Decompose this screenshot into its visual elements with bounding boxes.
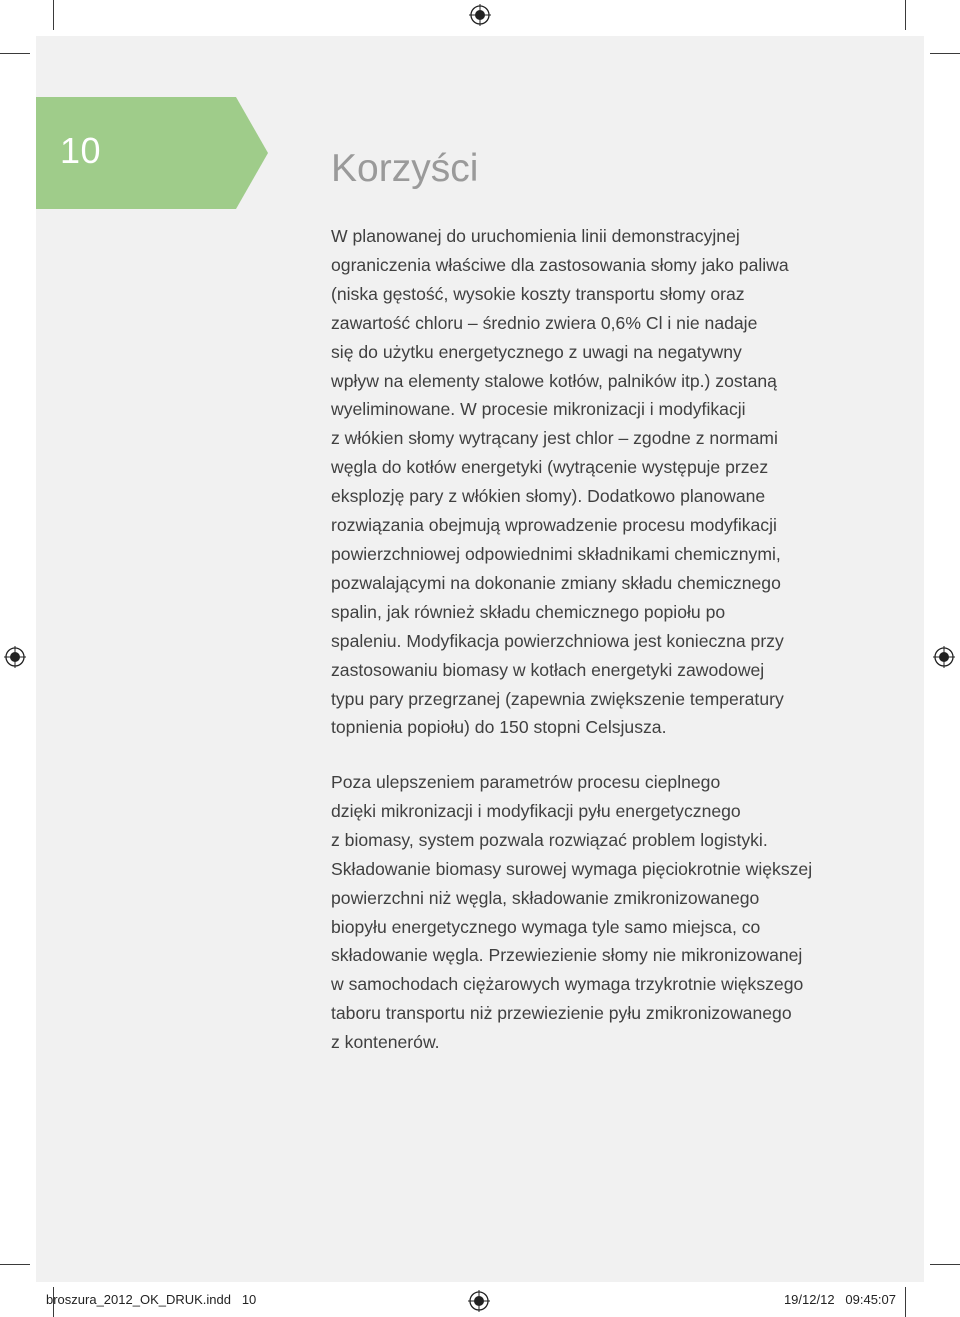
text-line: Składowanie biomasy surowej wymaga pięciokrotnie większej bbox=[331, 858, 813, 879]
text-line: biopyłu energetycznego wymaga tyle samo miejsca, co bbox=[331, 916, 761, 937]
text-line: powierzchniowej odpowiednimi składnikami chemicznymi, bbox=[331, 543, 781, 564]
crop-mark-top-left bbox=[53, 0, 54, 30]
section-title: Korzyści bbox=[331, 147, 479, 190]
crop-mark-left-top bbox=[0, 53, 30, 54]
registration-mark-icon bbox=[468, 1290, 490, 1312]
text-line: W planowanej do uruchomienia linii demonstracyjnej bbox=[331, 226, 740, 246]
crop-mark-bottom-right bbox=[905, 1287, 906, 1317]
text-line: z biomasy, system pozwala rozwiązać problem logistyki. bbox=[331, 829, 768, 850]
text-line: z włókien słomy wytrącany jest chlor – zgodne z normami bbox=[331, 428, 778, 449]
crop-mark-right-bottom bbox=[930, 1264, 960, 1265]
paragraph-2 bbox=[331, 768, 821, 1057]
text-line: (niska gęstość, wysokie koszty transportu słomy oraz bbox=[331, 283, 745, 304]
text-line: pozwalającymi na dokonanie zmiany składu chemicznego bbox=[331, 572, 781, 593]
crop-mark-right-top bbox=[930, 53, 960, 54]
text-line: węgla do kotłów energetyki (wytrącenie występuje przez bbox=[331, 457, 769, 478]
slug-filename: broszura_2012_OK_DRUK.indd 10 bbox=[46, 1292, 257, 1307]
paragraph-1 bbox=[331, 222, 821, 742]
slug-datetime: 19/12/12 09:45:07 bbox=[783, 1292, 896, 1307]
text-line: ograniczenia właściwe dla zastosowania słomy jako paliwa bbox=[331, 254, 789, 275]
text-line: wyeliminowane. W procesie mikronizacji i modyfikacji bbox=[331, 399, 746, 420]
page-number: 10 bbox=[60, 130, 102, 171]
text-line: wpływ na elementy stalowe kotłów, palników itp.) zostaną bbox=[331, 370, 777, 391]
text-line: spalin, jak również składu chemicznego popiołu po bbox=[331, 601, 726, 622]
text-line: dzięki mikronizacji i modyfikacji pyłu energetycznego bbox=[331, 800, 741, 821]
registration-mark-icon bbox=[4, 646, 26, 668]
registration-mark-icon bbox=[933, 646, 955, 668]
text-line: powierzchni niż węgla, składowanie zmikronizowanego bbox=[331, 887, 760, 908]
text-line: rozwiązania obejmują wprowadzenie procesu modyfikacji bbox=[331, 515, 777, 536]
text-line: w samochodach ciężarowych wymaga trzykrotnie większego bbox=[331, 974, 804, 995]
text-line: eksplozję pary z włókien słomy). Dodatkowo planowane bbox=[331, 486, 766, 507]
text-line: z kontenerów. bbox=[331, 1032, 440, 1053]
crop-mark-left-bottom bbox=[0, 1264, 30, 1265]
text-line: typu pary przegrzanej (zapewnia zwiększenie temperatury bbox=[331, 688, 784, 709]
text-line: spaleniu. Modyfikacja powierzchniowa jest konieczna przy bbox=[331, 630, 784, 651]
text-line: zawartość chloru – średnio zwiera 0,6% Cl i nie nadaje bbox=[331, 312, 758, 333]
crop-mark-top-right bbox=[905, 0, 906, 30]
text-line: Poza ulepszeniem parametrów procesu cieplnego bbox=[331, 772, 721, 792]
registration-mark-icon bbox=[469, 4, 491, 26]
text-line: składowanie węgla. Przewiezienie słomy nie mikronizowanej bbox=[331, 945, 803, 966]
text-line: taboru transportu niż przewiezienie pyłu zmikronizowanego bbox=[331, 1003, 792, 1024]
text-line: się do użytku energetycznego z uwagi na negatywny bbox=[331, 341, 742, 362]
text-line: zastosowaniu biomasy w kotłach energetyki zawodowej bbox=[331, 659, 765, 680]
text-line: topnienia popiołu) do 150 stopni Celsjusza. bbox=[331, 717, 667, 738]
